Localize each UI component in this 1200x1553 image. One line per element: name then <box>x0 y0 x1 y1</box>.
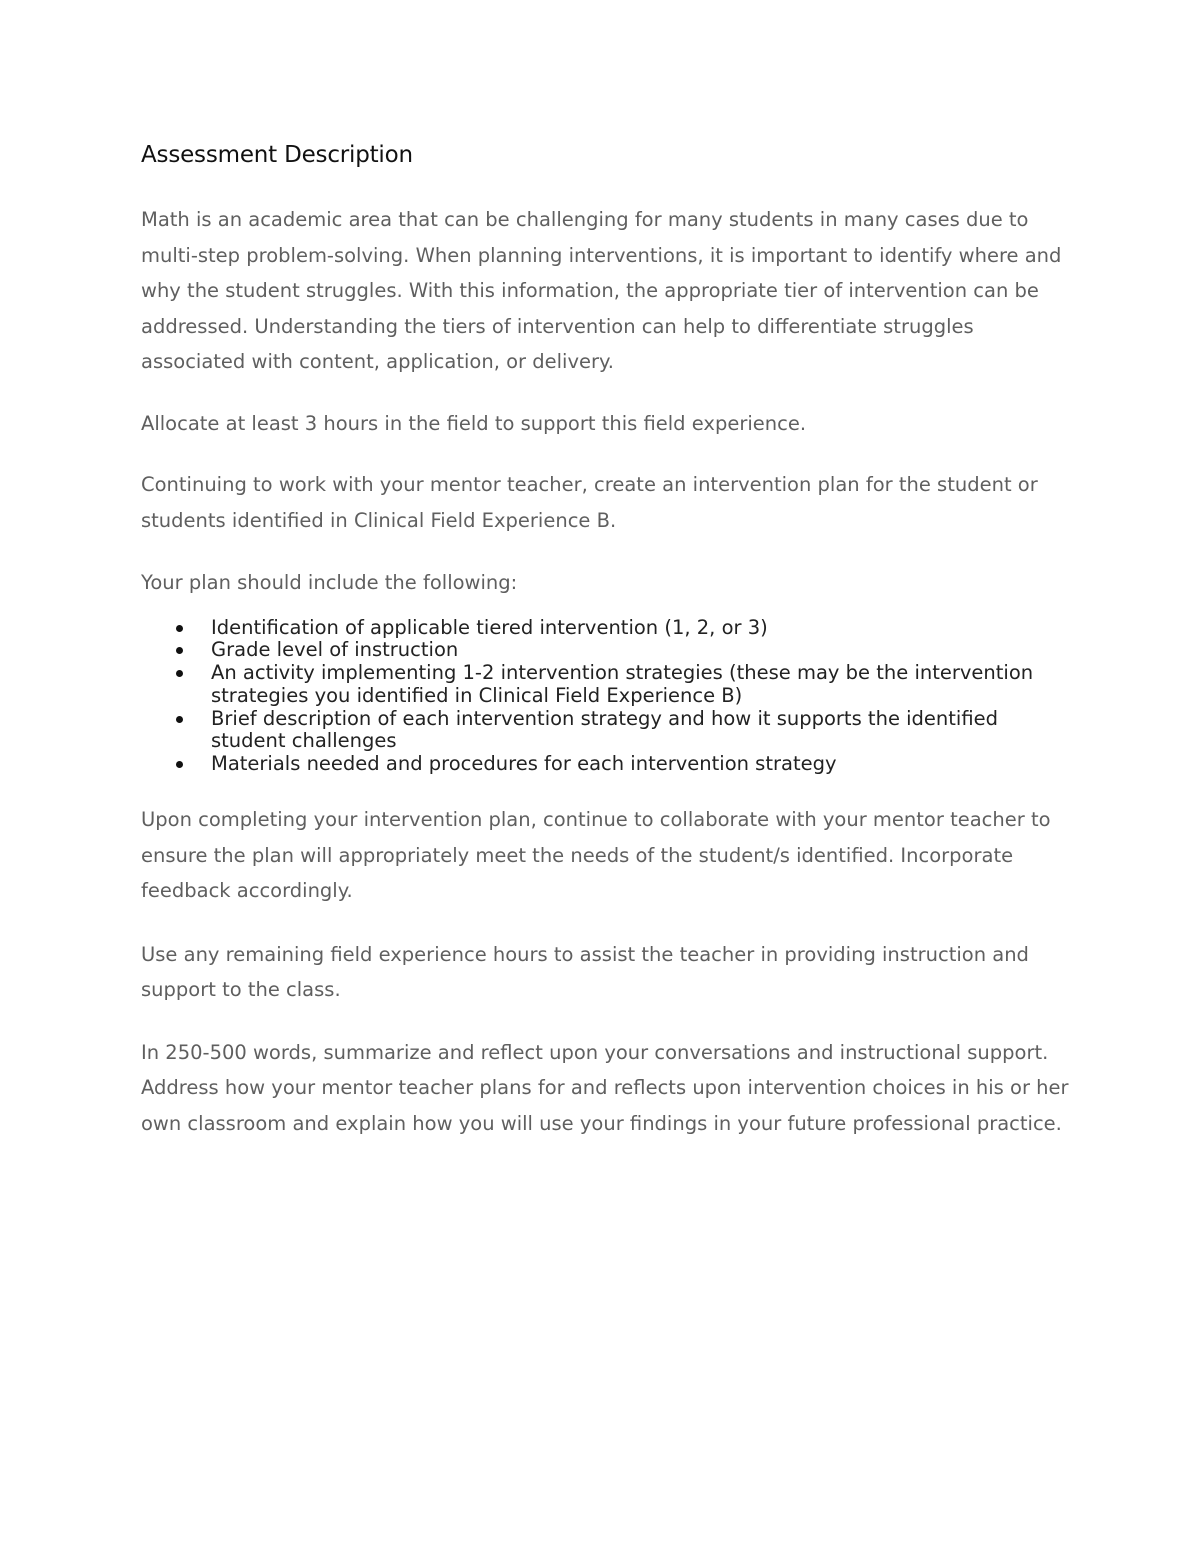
list-item <box>141 639 1071 662</box>
list-item-text: Materials needed and procedures for each intervention strategy <box>211 752 837 776</box>
bullet-icon <box>176 625 183 632</box>
list-item-text: Brief description of each intervention strategy and how it supports the identified student challenges <box>211 706 999 753</box>
list-item <box>141 617 1071 640</box>
reflection-paragraph: In 250-500 words, summarize and reflect upon your conversations and instructional support. Address how your mentor teacher plans for and reflects upon intervention choices in his or her own classroom and explain how you will use your findings in your future professional practice. <box>141 1040 1069 1135</box>
hours-paragraph: Allocate at least 3 hours in the field to support this field experience. <box>141 411 807 435</box>
list-item-text: Grade level of instruction <box>211 638 459 662</box>
upon-completing-paragraph: Upon completing your intervention plan, continue to collaborate with your mentor teacher to ensure the plan will appropriately meet the needs of the student/s identified. Incorporate feedback accordingly. <box>141 808 1051 903</box>
list-item <box>141 753 1071 776</box>
continuing-paragraph: Continuing to work with your mentor teacher, create an intervention plan for the student or students identified in Clinical Field Experience B. <box>141 473 1038 532</box>
list-item-text: Identification of applicable tiered intervention (1, 2, or 3) <box>211 615 768 639</box>
intro-paragraph: Math is an academic area that can be challenging for many students in many cases due to multi-step problem-solving. When planning interventions, it is important to identify where and why the student struggles. With this information, the appropriate tier of intervention can be addressed. Understanding the tiers of intervention can help to differentiate struggles associated with content, application, or delivery. <box>141 208 1062 373</box>
bullet-icon <box>176 761 183 768</box>
bullet-icon <box>176 716 183 723</box>
remaining-hours-paragraph: Use any remaining field experience hours to assist the teacher in providing instruction and support to the class. <box>141 942 1029 1002</box>
document-title: Assessment Description <box>141 142 413 168</box>
list-item <box>141 708 1071 754</box>
bullet-icon <box>176 647 183 654</box>
list-item <box>141 662 1071 708</box>
bullet-icon <box>176 670 183 677</box>
plan-bullet-list <box>141 617 1071 777</box>
list-item-text: An activity implementing 1-2 intervention strategies (these may be the intervention strategies you identified in Clinical Field Experience B) <box>211 661 1034 707</box>
plan-lead-paragraph: Your plan should include the following: <box>141 571 518 594</box>
document-page <box>141 138 1071 1141</box>
